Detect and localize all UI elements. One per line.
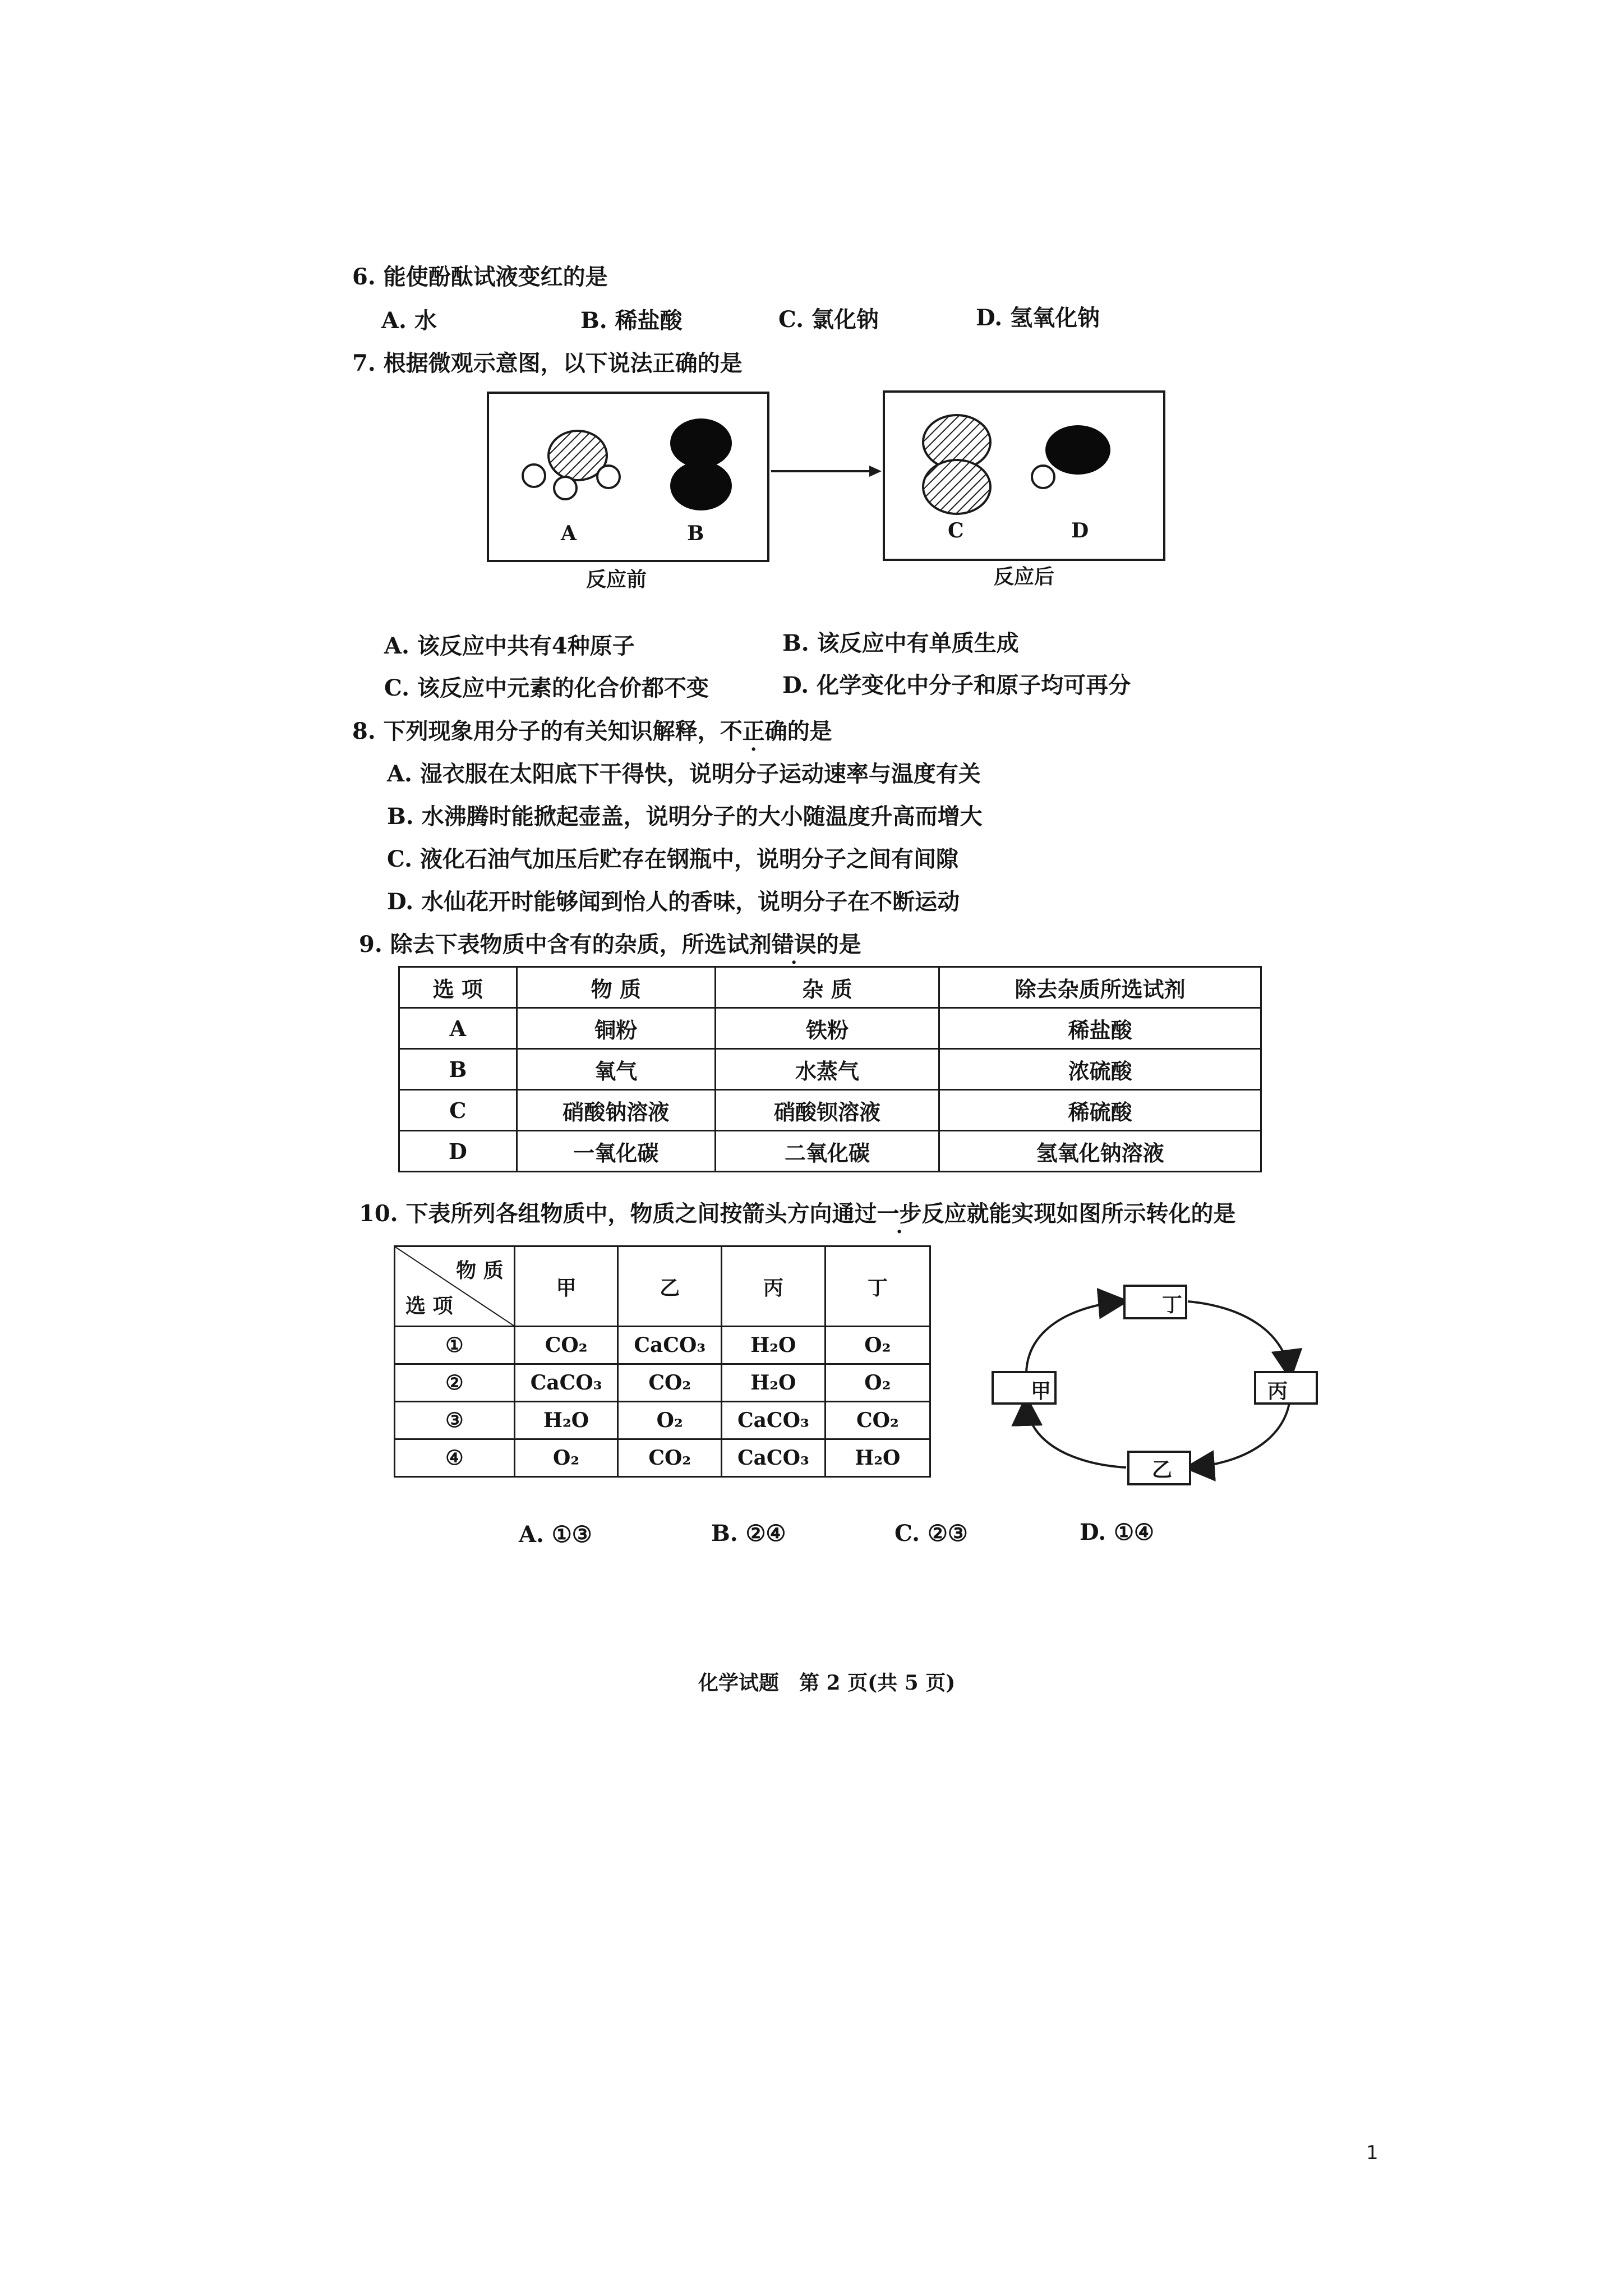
table-cell: D bbox=[399, 1131, 517, 1172]
table-row bbox=[395, 1402, 930, 1439]
arrow-yi-to-jia bbox=[1026, 1401, 1126, 1467]
node-bing-label: 丙 bbox=[1267, 1379, 1288, 1403]
q10-emphasis: 一步 bbox=[877, 1200, 922, 1227]
molecule-a-small-atom bbox=[597, 466, 620, 488]
table-cell: 铁粉 bbox=[715, 1008, 939, 1049]
q6-stem: 6. 能使酚酞试液变红的是 bbox=[352, 264, 608, 290]
table-cell: CO₂ bbox=[825, 1402, 930, 1439]
table-cell: A bbox=[399, 1008, 517, 1049]
arrow-bing-to-yi bbox=[1190, 1400, 1290, 1467]
table-cell: H₂O bbox=[722, 1364, 826, 1402]
table-header-row bbox=[395, 1246, 930, 1327]
table-cell: 浓硫酸 bbox=[939, 1049, 1261, 1090]
table-row bbox=[395, 1327, 930, 1364]
table-cell: CO₂ bbox=[618, 1439, 722, 1477]
q6-option-a: A. 水 bbox=[381, 307, 437, 334]
label-d: D bbox=[1071, 519, 1089, 542]
q10-option-a: A. ①③ bbox=[519, 1521, 592, 1548]
table-cell: ② bbox=[395, 1364, 515, 1402]
q8-option-c: C. 液化石油气加压后贮存在钢瓶中，说明分子之间有间隙 bbox=[387, 846, 958, 872]
q10-stem: 10. 下表所列各组物质中，物质之间按箭头方向通过一步反应就能实现如图所示转化的是 bbox=[359, 1200, 1236, 1227]
table-cell: 铜粉 bbox=[517, 1008, 715, 1049]
table-cell: ① bbox=[395, 1327, 515, 1364]
label-b: B bbox=[687, 522, 704, 545]
node-yi-label: 乙 bbox=[1151, 1458, 1172, 1481]
q8-emphasis: 不正确 bbox=[720, 718, 787, 744]
q7-option-c: C. 该反应中元素的化合价都不变 bbox=[384, 675, 709, 701]
q8-option-d: D. 水仙花开时能够闻到怡人的香味，说明分子在不断运动 bbox=[387, 889, 960, 915]
table-row bbox=[399, 1049, 1261, 1090]
table-cell: 水蒸气 bbox=[715, 1049, 939, 1090]
node-jia-label: 甲 bbox=[1030, 1379, 1051, 1403]
q7-stem: 7. 根据微观示意图，以下说法正确的是 bbox=[352, 350, 743, 376]
table-cell: CaCO₃ bbox=[722, 1402, 826, 1439]
table-header: 物 质 bbox=[517, 967, 715, 1008]
table-cell: B bbox=[399, 1049, 517, 1090]
corner-bottom-label: 选 项 bbox=[405, 1294, 453, 1318]
molecule-d-small-atom bbox=[1032, 466, 1054, 488]
table-cell: ③ bbox=[395, 1402, 515, 1439]
table-row bbox=[399, 1131, 1261, 1172]
table-cell: H₂O bbox=[825, 1439, 930, 1477]
table-row bbox=[395, 1364, 930, 1402]
table-cell: O₂ bbox=[825, 1364, 930, 1402]
molecule-a-small-atom bbox=[554, 477, 577, 499]
table-header: 选 项 bbox=[399, 967, 517, 1008]
table-header: 甲 bbox=[514, 1246, 618, 1327]
table-cell: O₂ bbox=[825, 1327, 930, 1364]
table-cell: 硝酸钡溶液 bbox=[715, 1090, 939, 1131]
table-cell: 二氧化碳 bbox=[715, 1131, 939, 1172]
table-header-row bbox=[399, 967, 1261, 1008]
q9-emphasis: 错误 bbox=[771, 931, 817, 958]
table-header: 杂 质 bbox=[715, 967, 939, 1008]
table-cell: 稀硫酸 bbox=[939, 1090, 1261, 1131]
table-cell: O₂ bbox=[514, 1439, 618, 1477]
q6-option-b: B. 稀盐酸 bbox=[580, 307, 683, 334]
table-cell: O₂ bbox=[618, 1402, 722, 1439]
node-ding-label: 丁 bbox=[1161, 1293, 1182, 1317]
q10-option-c: C. ②③ bbox=[895, 1520, 968, 1547]
label-c: C bbox=[948, 519, 964, 542]
q10-option-d: D. ①④ bbox=[1080, 1519, 1154, 1545]
table-cell: H₂O bbox=[722, 1327, 826, 1364]
table-cell: CaCO₃ bbox=[618, 1327, 722, 1364]
table-cell: CO₂ bbox=[514, 1327, 618, 1364]
page-footer: 化学试题 第 2 页(共 5 页) bbox=[698, 1671, 956, 1695]
q7-option-b: B. 该反应中有单质生成 bbox=[782, 630, 1019, 656]
corner-top-label: 物 质 bbox=[456, 1259, 504, 1282]
table-header: 丙 bbox=[722, 1246, 826, 1327]
q8-option-a: A. 湿衣服在太阳底下干得快，说明分子运动速率与温度有关 bbox=[387, 761, 981, 787]
table-row bbox=[395, 1439, 930, 1477]
q8-option-b: B. 水沸腾时能掀起壶盖，说明分子的大小随温度升高而增大 bbox=[387, 803, 983, 830]
molecule-b-atom bbox=[670, 418, 732, 468]
q6-option-c: C. 氯化钠 bbox=[778, 306, 879, 333]
table-cell: ④ bbox=[395, 1439, 515, 1477]
table-cell: 稀盐酸 bbox=[939, 1008, 1261, 1049]
arrow-ding-to-bing bbox=[1188, 1301, 1290, 1374]
q10-table bbox=[394, 1245, 931, 1478]
table-cell: 氢氧化钠溶液 bbox=[939, 1131, 1261, 1172]
q9-stem: 9. 除去下表物质中含有的杂质，所选试剂错误的是 bbox=[359, 931, 861, 958]
q7-option-a: A. 该反应中共有4种原子 bbox=[384, 633, 635, 659]
table-row bbox=[399, 1008, 1261, 1049]
molecule-b-atom bbox=[670, 461, 732, 510]
table-header: 丁 bbox=[825, 1246, 930, 1327]
table-cell: 氧气 bbox=[517, 1049, 715, 1090]
micro-reaction-diagram bbox=[482, 387, 1172, 567]
q7-option-d: D. 化学变化中分子和原子均可再分 bbox=[782, 672, 1131, 698]
table-header: 除去杂质所选试剂 bbox=[939, 967, 1261, 1008]
table-row bbox=[399, 1090, 1261, 1131]
molecule-a-small-atom bbox=[523, 464, 545, 487]
table-cell: H₂O bbox=[514, 1402, 618, 1439]
before-caption: 反应前 bbox=[586, 568, 647, 591]
q10-option-b: B. ②④ bbox=[711, 1520, 786, 1547]
table-cell: CaCO₃ bbox=[514, 1364, 618, 1402]
table-header: 乙 bbox=[618, 1246, 722, 1327]
q8-stem: 8. 下列现象用分子的有关知识解释，不正确的是 bbox=[352, 718, 832, 744]
table-cell: C bbox=[399, 1090, 517, 1131]
table-cell: 硝酸钠溶液 bbox=[517, 1090, 715, 1131]
page-number: 1 bbox=[1366, 2142, 1378, 2164]
table-cell: CO₂ bbox=[618, 1364, 722, 1402]
arrow-jia-to-ding bbox=[1026, 1301, 1123, 1374]
table-cell: CaCO₃ bbox=[722, 1439, 826, 1477]
table-corner-cell bbox=[395, 1246, 515, 1327]
molecule-d-large-atom bbox=[1045, 425, 1110, 475]
table-cell: 一氧化碳 bbox=[517, 1131, 715, 1172]
q9-table bbox=[398, 966, 1262, 1172]
q6-option-d: D. 氢氧化钠 bbox=[976, 305, 1100, 331]
after-caption: 反应后 bbox=[994, 565, 1055, 588]
label-a: A bbox=[561, 522, 577, 545]
molecule-c-atom bbox=[923, 460, 990, 514]
